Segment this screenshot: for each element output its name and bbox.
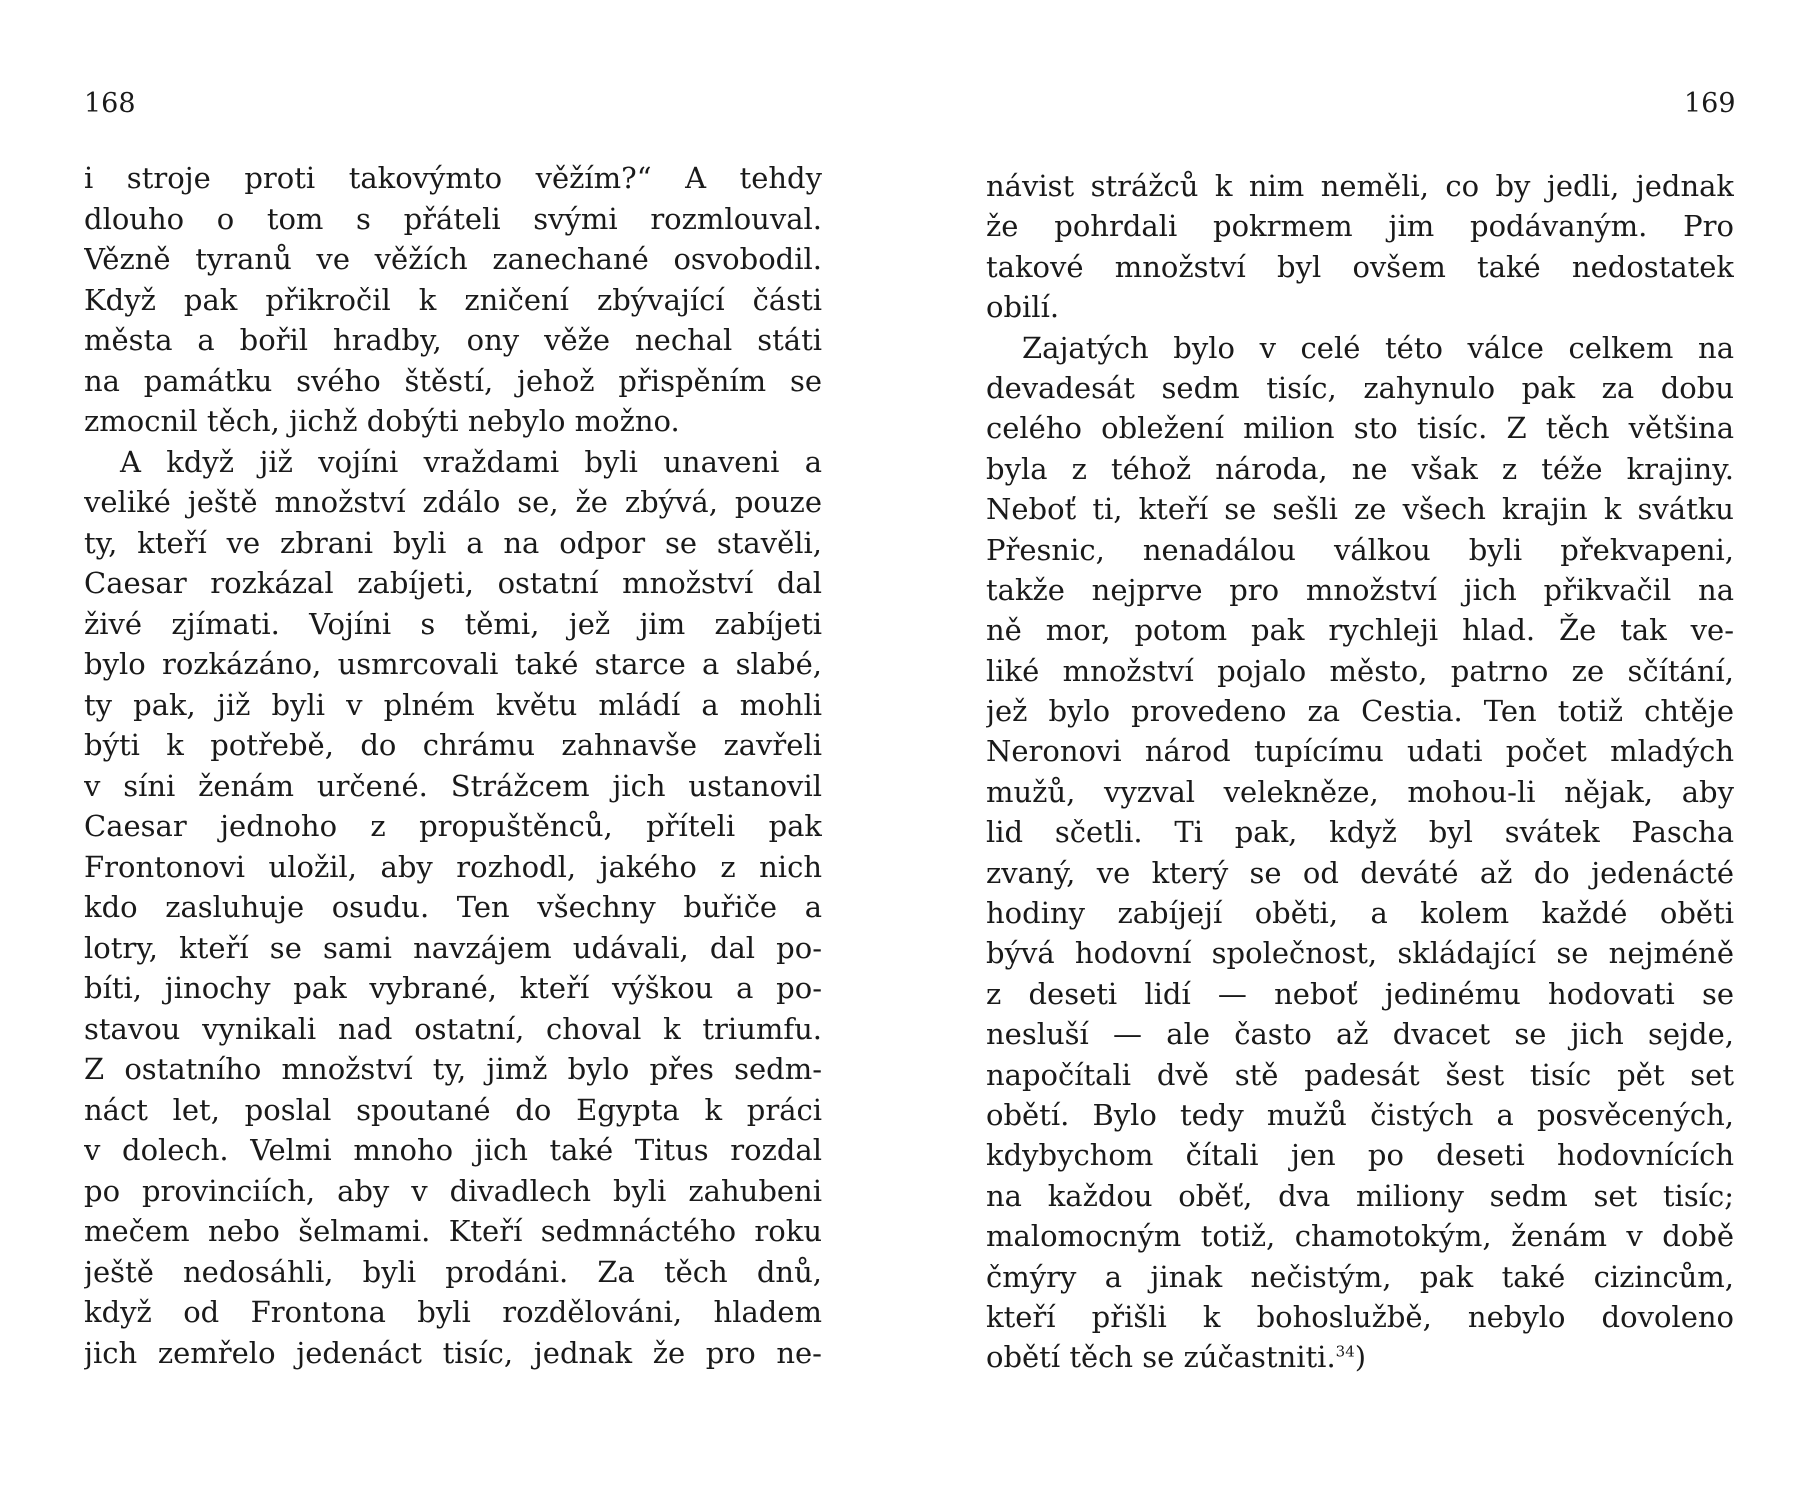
text-line: obilí. (986, 290, 1060, 325)
text-line: města a bořil hradby, ony věže nechal státi (84, 323, 822, 357)
text-line: mečem nebo šelmami. Kteří sedmnáctého roku (84, 1214, 822, 1248)
text-line: veliké ještě množství zdálo se, že zbývá, pouze (84, 485, 822, 519)
text-line: celého obležení milion sto tisíc. Z těch většina (986, 411, 1734, 446)
text-line: napočítali dvě stě padesát šest tisíc pět set (986, 1057, 1734, 1092)
footnote-close-paren: ) (1354, 1340, 1367, 1375)
text-line: bylo rozkázáno, usmrcovali také starce a slabé, (84, 647, 822, 681)
text-line: čmýry a jinak nečistým, pak také cizincům, (986, 1259, 1734, 1294)
text-line: Když pak přikročil k zničení zbývající části (84, 282, 822, 317)
text-line: na každou oběť, dva miliony sedm set tisíc; (986, 1178, 1734, 1213)
text-line: ně mor, potom pak rychleji hlad. Že tak ve- (986, 613, 1734, 648)
text-line: když od Frontona byli rozdělováni, hladem (84, 1295, 822, 1329)
text-line: obětí. Bylo tedy mužů čistých a posvěcených, (986, 1097, 1734, 1132)
text-line: byla z téhož národa, ne však z téže krajiny. (986, 451, 1734, 486)
text-line: nesluší — ale často až dvacet se jich sejde, (986, 1017, 1734, 1052)
text-line: lotry, kteří se sami navzájem udávali, dal po- (84, 930, 822, 965)
text-line: Přesnic, nenadálou válkou byli překvapeni, (986, 532, 1734, 567)
footnote-marker: 34 (1335, 1342, 1355, 1361)
text-line: Zajatých bylo v celé této válce celkem na (1022, 330, 1734, 365)
text-line-final (986, 1337, 1734, 1377)
text-line: ty pak, již byli v plném květu mládí a mohli (84, 687, 822, 722)
text-line: Neboť ti, kteří se sešli ze všech krajin k svátku (986, 492, 1734, 527)
text-line: býti k potřebě, do chrámu zahnavše zavřeli (84, 728, 822, 762)
text-line: hodiny zabíjejí oběti, a kolem každé oběti (986, 896, 1734, 931)
text-line: na památku svého štěstí, jehož přispěním se (84, 363, 822, 398)
text-line: Caesar rozkázal zabíjeti, ostatní množství dal (84, 566, 822, 600)
text-line: kdo zasluhuje osudu. Ten všechny buřiče a (84, 890, 822, 924)
text-line: takové množství byl ovšem také nedostatek (986, 249, 1734, 284)
text-line: Caesar jednoho z propuštěnců, příteli pak (84, 809, 822, 843)
text-line: i stroje proti takovýmto věžím?“ A tehdy (84, 161, 822, 195)
text-line: A když již vojíni vraždami byli unaveni a (120, 444, 822, 479)
text-line: zvaný, ve který se od deváté až do jedenácté (986, 855, 1734, 890)
text-line: živé zjímati. Vojíni s těmi, jež jim zabíjeti (84, 606, 822, 641)
text-line: z deseti lidí — neboť jedinému hodovati se (986, 976, 1734, 1011)
text-line: jež bylo provedeno za Cestia. Ten totiž chtěje (986, 694, 1734, 729)
text-line: Z ostatního množství ty, jimž bylo přes sedm- (84, 1052, 822, 1086)
text-line: liké množství pojalo město, patrno ze sčítání, (986, 653, 1734, 688)
text-line: po provinciích, aby v divadlech byli zahubeni (84, 1173, 822, 1208)
text-line: Vězně tyranů ve věžích zanechané osvobodil. (84, 242, 822, 276)
page-number-right: 169 (1684, 88, 1736, 119)
text-line: jich zemřelo jedenáct tisíc, jednak že pro ne- (84, 1335, 822, 1370)
text-line: náct let, poslal spoutané do Egypta k práci (84, 1092, 822, 1127)
text-line: kdybychom čítali jen po deseti hodovnících (986, 1138, 1734, 1173)
text-line: lid sčetli. Ti pak, když byl svátek Pascha (986, 815, 1734, 850)
page-number-left: 168 (84, 88, 136, 119)
text-line: mužů, vyzval velekněze, mohou-li nějak, aby (986, 774, 1734, 809)
text-line: stavou vynikali nad ostatní, choval k triumfu. (84, 1011, 822, 1046)
text-line: Frontonovi uložil, aby rozhodl, jakého z nich (84, 849, 822, 884)
text-line: zmocnil těch, jichž dobýti nebylo možno. (84, 404, 680, 438)
text-line: devadesát sedm tisíc, zahynulo pak za dobu (986, 370, 1734, 405)
text-line: ještě nedosáhli, byli prodáni. Za těch dnů, (84, 1254, 822, 1289)
text-line: kteří přišli k bohoslužbě, nebylo dovoleno (986, 1299, 1734, 1334)
text-line: v síni ženám určené. Strážcem jich ustanovil (84, 768, 822, 803)
text-line: malomocným totiž, chamotokým, ženám v době (986, 1219, 1734, 1254)
text-column-left (84, 158, 822, 1373)
text-line: takže nejprve pro množství jich přikvačil na (986, 572, 1734, 607)
final-line-text: obětí těch se zúčastniti. (986, 1340, 1336, 1375)
text-line: že pohrdali pokrmem jim podávaným. Pro (986, 209, 1734, 244)
text-column-right (986, 166, 1734, 1378)
text-line: v dolech. Velmi mnoho jich také Titus rozdal (84, 1133, 822, 1167)
text-line: návist strážců k nim neměli, co by jedli, jednak (986, 169, 1734, 203)
text-line: ty, kteří ve zbrani byli a na odpor se stavěli, (84, 525, 822, 560)
text-line: bíti, jinochy pak vybrané, kteří výškou a po- (84, 971, 822, 1005)
text-line: bývá hodovní společnost, skládající se nejméně (986, 936, 1734, 971)
text-line: dlouho o tom s přáteli svými rozmlouval. (84, 201, 822, 236)
text-line: Neronovi národ tupícímu udati počet mladých (986, 734, 1734, 769)
